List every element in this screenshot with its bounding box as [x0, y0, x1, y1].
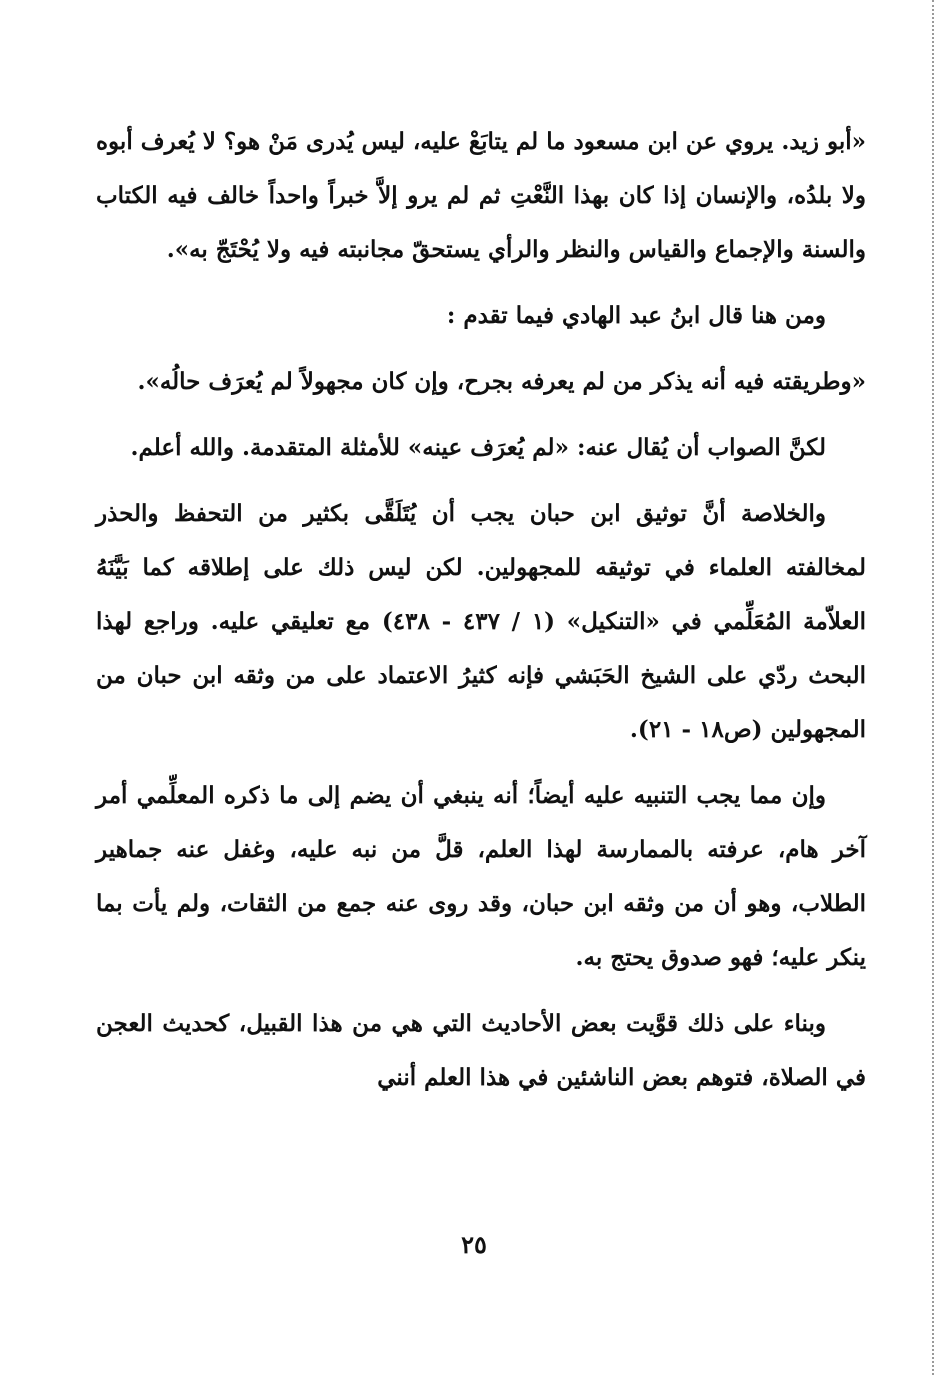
- paragraph-important-note: وإن مما يجب التنبيه عليه أيضاً؛ أنه ينبغي أن يضم إلى ما ذكره المعلِّمي أمر آخر هام، عرفته بالممارسة لهذا العلم، قلَّ من نبه عليه، وغفل عنه جماهير الطلاب، وهو أن من وثقه ابن حبان، وقد روى عنه جمع من الثقات، ولم يأت بما ينكر عليه؛ فهو صدوق يحتج به.: [96, 782, 866, 971]
- paragraph-correct-view: لكنَّ الصواب أن يُقال عنه: «لم يُعرَف عينه» للأمثلة المتقدمة. والله أعلم.: [130, 434, 826, 461]
- paragraph-quote-method: «وطريقته فيه أنه يذكر من لم يعرفه بجرح، وإن كان مجهولاً لم يُعرَف حالُه».: [137, 368, 866, 395]
- scan-edge-dotted-line: [932, 0, 934, 1375]
- page-body-text: [96, 115, 866, 1105]
- paragraph-ibn-abd-alhadi-intro: ومن هنا قال ابنُ عبد الهادي فيما تقدم :: [446, 302, 826, 329]
- paragraph-quote-abu-zaid: «أبو زيد. يروي عن ابن مسعود ما لم يتابَعْ عليه، ليس يُدرى مَنْ هو؟ لا يُعرف أبوه ولا بلدُه، والإنسان إذا كان بهذا النَّعْتِ ثم لم يرو إلاَّ خبراً واحداً خالف فيه الكتاب والسنة والإجماع والقياس والنظر والرأي يستحقّ مجانبته فيه ولا يُحْتَجّ به».: [96, 128, 866, 263]
- paragraph-conclusion: والخلاصة أنَّ توثيق ابن حبان يجب أن يُتَلَقَّى بكثير من التحفظ والحذر لمخالفته العلماء في توثيقه للمجهولين. لكن ليس ذلك على إطلاقه كما بَيَّنَهُ العلاّمة المُعَلِّمي في «التنكيل» (١ / ٤٣٧ - ٤٣٨) مع تعليقي عليه. وراجع لهذا البحث ردّي على الشيخ الحَبَشي فإنه كثيرُ الاعتماد على من وثقه ابن حبان من المجهولين (ص١٨ - ٢١).: [96, 500, 867, 743]
- page-number: ٢٥: [461, 1230, 487, 1259]
- paragraph-hadith-example: وبناء على ذلك قوَّيت بعض الأحاديث التي هي من هذا القبيل، كحديث العجن في الصلاة، فتوهم بعض الناشئين في هذا العلم أنني: [96, 1010, 866, 1091]
